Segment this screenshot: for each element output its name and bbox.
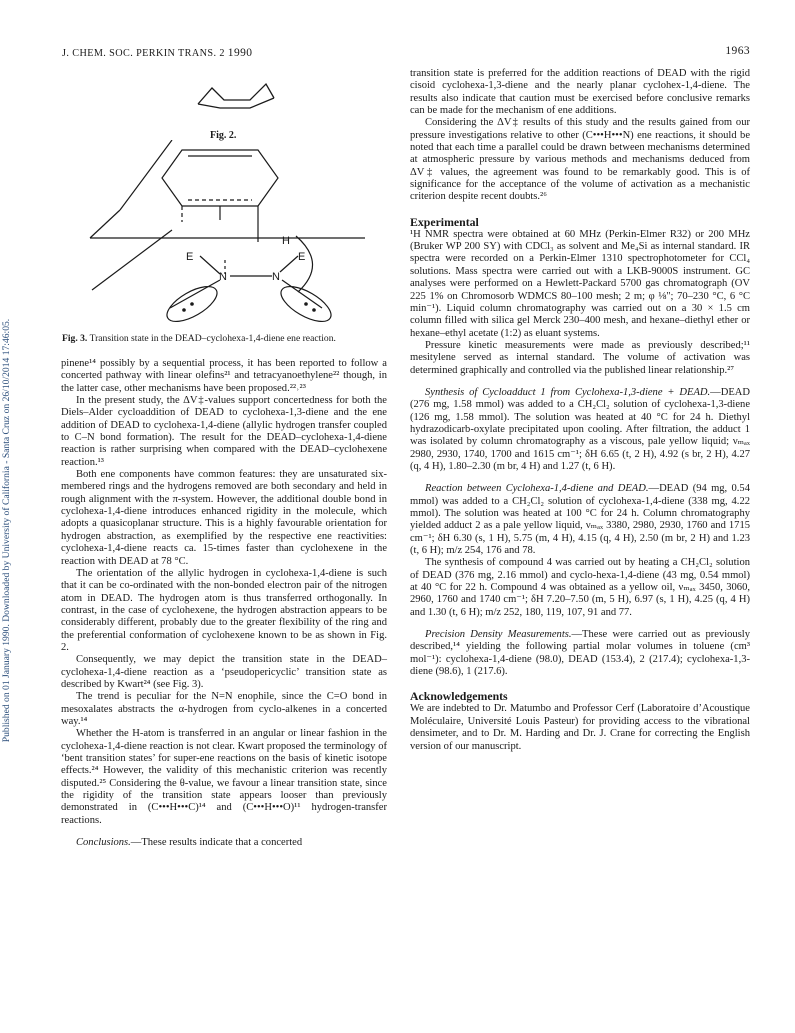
fig2-cyclohexene-chair: [190, 74, 280, 134]
fig2-caption: Fig. 2.: [210, 130, 237, 141]
journal-running-head: [62, 47, 252, 59]
right-text-column: [410, 68, 750, 753]
density-paragraph: [410, 629, 750, 678]
fig3-caption-label: Fig. 3.: [62, 333, 88, 344]
density-text: —These were carried out as previously described,¹⁴ yielding the following partial molar volumes in toluene (cm³ mol⁻¹): cyclohexa-1,4-diene (98.0), DEAD (153.4), 2 (217.4); cyclohexa-1,3-diene (98.6), 1 (217.6).: [410, 629, 751, 678]
conclusions-heading: Conclusions.: [76, 837, 131, 849]
paragraph: Consequently, we may depict the transition state in the DEAD–cyclohexa-1,4-diene reaction as a ‘pseudopericyclic’ transition state as described by Kwart²⁴ (see Fig. 3).: [61, 654, 387, 690]
hydrogen-transfer-arrow: [296, 236, 313, 292]
label-n-right: N: [272, 271, 280, 283]
synthesis-1-paragraph: [410, 387, 750, 473]
cyclohexadiene-ring: [162, 150, 278, 206]
paragraph: The synthesis of compound 4 was carried out by heating a CH₂Cl₂ solution of DEAD (376 mg, 2.16 mmol) and cyclo-hexa-1,4-diene (43 mg, 0.54 mmol) at 40 °C for 22 h. Compound 4 was obtained as a yellow oil, νₘₐₓ 3450, 3060, 2960, 1760 and 1740 cm⁻¹; δH 7.20–7.50 (m, 5 H), 6.97 (s, 1 H), 4.25 (q, 4 H) and 1.30 (t, 6 H); m/z 252, 180, 119, 107, 91 and 77.: [410, 557, 750, 618]
paragraph: Both ene components have common features: they are unsaturated six-membered rings and the hydrogens removed are both secondary and held in rough alignment with the π-system. However, the additional double bond in cyclohexa-1,4-diene introduces enhanced rigidity in the molecule, which adopts a quasicoplanar structure. This is a highly favourable orientation for hydrogen abstraction, as exemplified by the respective ene reactivities: cyclohexa-1,4-diene reacts ca. 15-times faster than cyclohexene in the reaction with DEAD at 78 °C.: [61, 469, 387, 567]
paragraph: In the present study, the ΔV‡-values support concertedness for both the Diels–Alder cycloaddition of DEAD to cyclohexa-1,3-diene and the ene addition of DEAD to cyclohexa-1,4-diene (allylic hydrogen transfer coupled to C–N bond formation). The result for the DEAD–cyclohexa-1,4-diene reaction is rather surprising when compared with the DEAD–cyclohexene reaction.¹³: [61, 395, 387, 468]
paragraph: ¹H NMR spectra were obtained at 60 MHz (Perkin-Elmer R32) or 200 MHz (Bruker WP 200 SY) with CDCl₃ as solvent and Me₄Si as internal standard. IR spectra were recorded on a Perkin-Elmer 1310 spectrophotometer for CCl₄ solutions. Mass spectra were carried out with a LKB-9000S instrument. GC analyses were performed on a Hewlett-Packard 5700 gas chromatograph (OV 225 1% on Chromosorb WDMCS 80–100 mesh; 2 m; φ ⅛"; 70–230 °C, 6 °C min⁻¹). Liquid column chromatography was carried out on a 30 × 1.5 cm column filled with silica gel Merck 230–400 mesh, and hexane–diethyl ether or hexane–ethyl acetate (1:2) as eluant systems.: [410, 228, 750, 339]
synthesis-2-text: —DEAD (94 mg, 0.54 mmol) was added to a CH₂Cl₂ solution of cyclohexa-1,4-diene (338 mg, 4.22 mmol). The solution was heated at 100 °C for 24 h. Column chromatography yielded adduct 2 as a pale yellow liquid, νₘₐₓ 3380, 2980, 2930, 1760 and 1715 cm⁻¹; δH 6.30 (s, 1 H), 5.75 (m, 4 H), 4.15 (q, 4 H), 2.50 (m br, 2 H) and 1.23 (t, 6 H); m/z 254, 176 and 78.: [410, 483, 750, 557]
paragraph: The trend is peculiar for the N=N enophile, since the C=O bond in mesoxalates abstracts the α-hydrogen from cyclo-alkenes in a concerted way.¹⁴: [61, 691, 387, 727]
experimental-heading: Experimental: [410, 214, 479, 229]
journal-year: 1990: [227, 47, 253, 59]
front-edge-left: [92, 230, 172, 290]
label-e-left: E: [186, 251, 194, 263]
paragraph: transition state is preferred for the addition reactions of DEAD with the rigid cisoid cyclohexa-1,3-diene and the nearly planar cyclohex-1,4-diene. The results also indicate that caution must be exercised before conclusive remarks can be made for the mechanism of ene additions.: [410, 68, 750, 117]
conclusions-text: —These results indicate that a concerted: [130, 837, 303, 849]
label-n-left: N: [219, 271, 227, 283]
synthesis-1-title: Synthesis of Cycloadduct 1 from Cyclohexa-1,3-diene + DEAD.: [425, 386, 711, 398]
paragraph: pinene¹⁴ possibly by a sequential process, it has been reported to follow a concerted pathway with linear olefins²¹ and tetracyanoethylene²² though, in the latter case, other mechanisms have been proposed.²²˒²³: [61, 358, 387, 394]
acknowledgements-text: We are indebted to Dr. Matumbo and Professor Cerf (Laboratoire d’Acoustique Moléculaire, Université Louis Pasteur) for providing access to the vibrational densimeter, and to Dr. M. Harding and Dr. J. Crane for correcting the English version of our manuscript.: [410, 703, 750, 752]
density-title: Precision Density Measurements.: [425, 629, 572, 641]
label-h: H: [282, 235, 290, 247]
fig3-caption-text: Transition state in the DEAD–cyclohexa-1,4-diene ene reaction.: [89, 333, 336, 344]
synthesis-1-text: —DEAD (276 mg, 1.58 mmol) was added to a CH₂Cl₂ solution of cyclohexa-1,3-diene (126 mg, 1.58 mmol). The solution was heated at 40 °C for 24 h. Diethyl hydrazodicarb-oxylate precipitated upon cooling. After filtration, the adduct 1 was isolated by column chromatography as a viscous, pale yellow liquid; νₘₐₓ 2980, 2930, 1740, 1700 and 1615 cm⁻¹; δH 6.65 (t, 2 H), 4.92 (s br, 2 H), 4.27 (q, 4 H), 1.80–2.30 (m br, 4 H) and 1.27 (t, 6 H).: [410, 386, 750, 472]
page-number: 1963: [725, 45, 750, 57]
fig3-caption: [62, 333, 392, 344]
fig3-transition-state: [60, 140, 390, 325]
conclusions-paragraph: [61, 837, 387, 849]
acknowledgements-heading: Acknowledgements: [410, 689, 508, 704]
paragraph: Pressure kinetic measurements were made as previously described;¹¹ mesitylene served as internal standard. The volume of activation was determined graphically and controlled via the published linear relationship.²⁷: [410, 339, 750, 376]
paragraph: Whether the H-atom is transferred in an angular or linear fashion in the cyclohexa-1,4-diene reaction is not clear. Kwart proposed the terminology of ‘bent transition states’ for super-ene reactions on the basis of kinetic isotope effects.²⁴ However, the validity of this mechanistic criterion was recently disputed.²⁵ Considering the θ-value, we favour a linear transition state, since the rigidity of the transition state appears looser than previously demonstrated in (C•••H•••C)¹⁴ and (C•••H•••O)¹¹ hydrogen-transfer reactions.: [61, 728, 387, 826]
left-text-column: [61, 358, 387, 849]
journal-name: J. CHEM. SOC. PERKIN TRANS. 2: [62, 48, 225, 59]
synthesis-2-title: Reaction between Cyclohexa-1,4-diene and DEAD.: [425, 483, 649, 495]
paragraph: The orientation of the allylic hydrogen in cyclohexa-1,4-diene is such that it can be co-ordinated with the non-bonded electron pair of the nitrogen atom in DEAD. The hydrogen atom is thus transferred orthogonally. In contrast, in the case of cyclohexene, the hydrogen abstraction appears to be considerably different, probably due to the greater flexibility of the ring and the preferential conformation of cyclohexene known to be as shown in Fig. 2.: [61, 567, 387, 653]
paragraph: Considering the ΔV‡ results of this study and the results gained from our pressure investigations relative to other (C•••H•••N) ene reactions, it should be noted that each time a parallel could be drawn between mechanisms determined at atmospheric pressure by various methods and mechanisms deduced from ΔV‡ values, the agreement was found to be remarkably good. This is of significance for the acceptance of the volume of activation as a mechanistic criterion despite recent doubts.²⁶: [410, 117, 750, 203]
download-watermark: Published on 01 January 1990. Downloaded by University of California - Santa Cruz on 26/10/2014 17:46:05.: [1, 318, 13, 742]
label-e-right: E: [298, 251, 306, 263]
plane-edge-left: [90, 210, 120, 238]
synthesis-2-paragraph: [410, 483, 750, 557]
